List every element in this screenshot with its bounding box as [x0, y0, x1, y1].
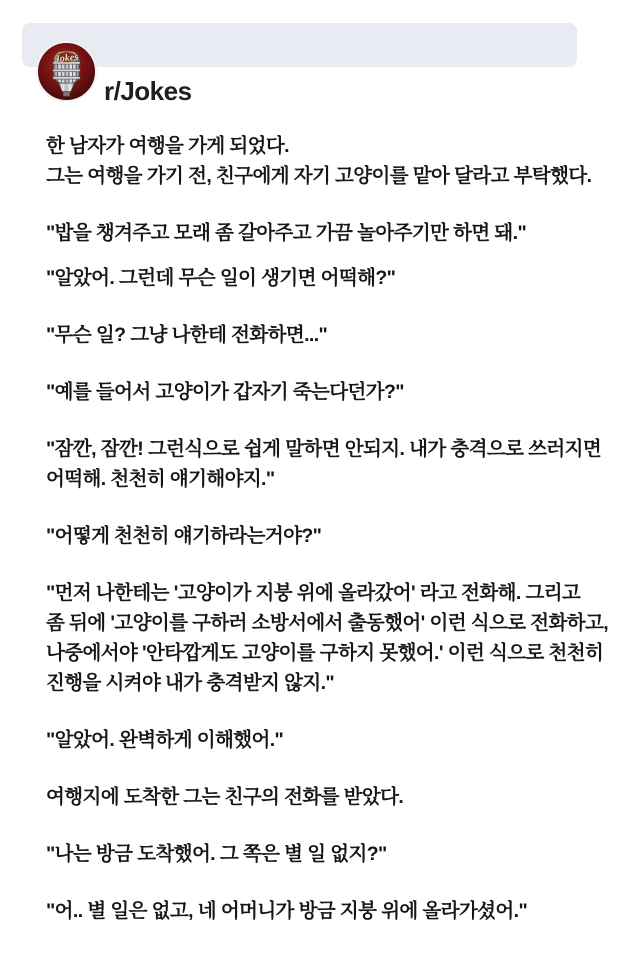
paragraph-quote [46, 434, 602, 494]
text-line: 그는 여행을 가기 전, 친구에게 자기 고양이를 맡아 달라고 부탁했다. [46, 165, 592, 187]
text-line: 여행지에 도착한 그는 친구의 전화를 받았다. [46, 786, 404, 808]
text-line: "먼저 나한테는 '고양이가 지붕 위에 올라갔어' 라고 전화해. 그리고 [46, 582, 581, 604]
text-line: "예를 들어서 고양이가 갑자기 죽는다던가?" [46, 381, 404, 403]
paragraph-quote [46, 839, 598, 869]
text-line: 한 남자가 여행을 가게 되었다. [46, 135, 289, 157]
text-line: "알았어. 완벽하게 이해했어." [46, 729, 284, 751]
text-line: 진행을 시켜야 내가 충격받지 않지." [46, 672, 335, 694]
text-line: "잠깐, 잠깐! 그런식으로 쉽게 말하면 안되지. 내가 충격으로 쓰러지면 [46, 438, 602, 460]
paragraph-quote [46, 578, 609, 698]
text-line: "무슨 일? 그냥 나한테 전화하면..." [46, 324, 328, 346]
text-line: "밥을 챙겨주고 모래 좀 갈아주고 가끔 놀아주기만 하면 돼." [46, 222, 527, 244]
text-line: 어떡해. 천천히 얘기해야지." [46, 468, 275, 490]
paragraph-quote [46, 725, 598, 755]
text-line: 나중에서야 '안타깝게도 고양이를 구하지 못했어.' 이런 식으로 천천히 [46, 642, 604, 664]
paragraph-quote [46, 263, 598, 293]
text-line: 좀 뒤에 '고양이를 구하러 소방서에서 출동했어' 이런 식으로 전화하고, [46, 612, 609, 634]
text-line: "알았어. 그런데 무슨 일이 생기면 어떡해?" [46, 267, 396, 289]
community-avatar[interactable] [36, 41, 97, 102]
text-line: "어.. 별 일은 없고, 네 어머니가 방금 지붕 위에 올라가셨어." [46, 900, 528, 922]
paragraph-quote [46, 320, 598, 350]
paragraph-quote [46, 218, 598, 248]
post-body-text [46, 131, 609, 953]
avatar-jokes-label: Jokes [54, 51, 79, 66]
text-line: "나는 방금 도착했어. 그 쪽은 별 일 없지?" [46, 843, 387, 865]
paragraph-narration [46, 782, 598, 812]
community-name[interactable]: r/Jokes [104, 76, 192, 106]
paragraph-intro [46, 131, 598, 191]
post-header-bar [22, 23, 577, 67]
paragraph-punchline [46, 896, 598, 926]
text-line: "어떻게 천천히 얘기하라는거야?" [46, 525, 322, 547]
paragraph-quote [46, 377, 598, 407]
paragraph-quote [46, 521, 598, 551]
